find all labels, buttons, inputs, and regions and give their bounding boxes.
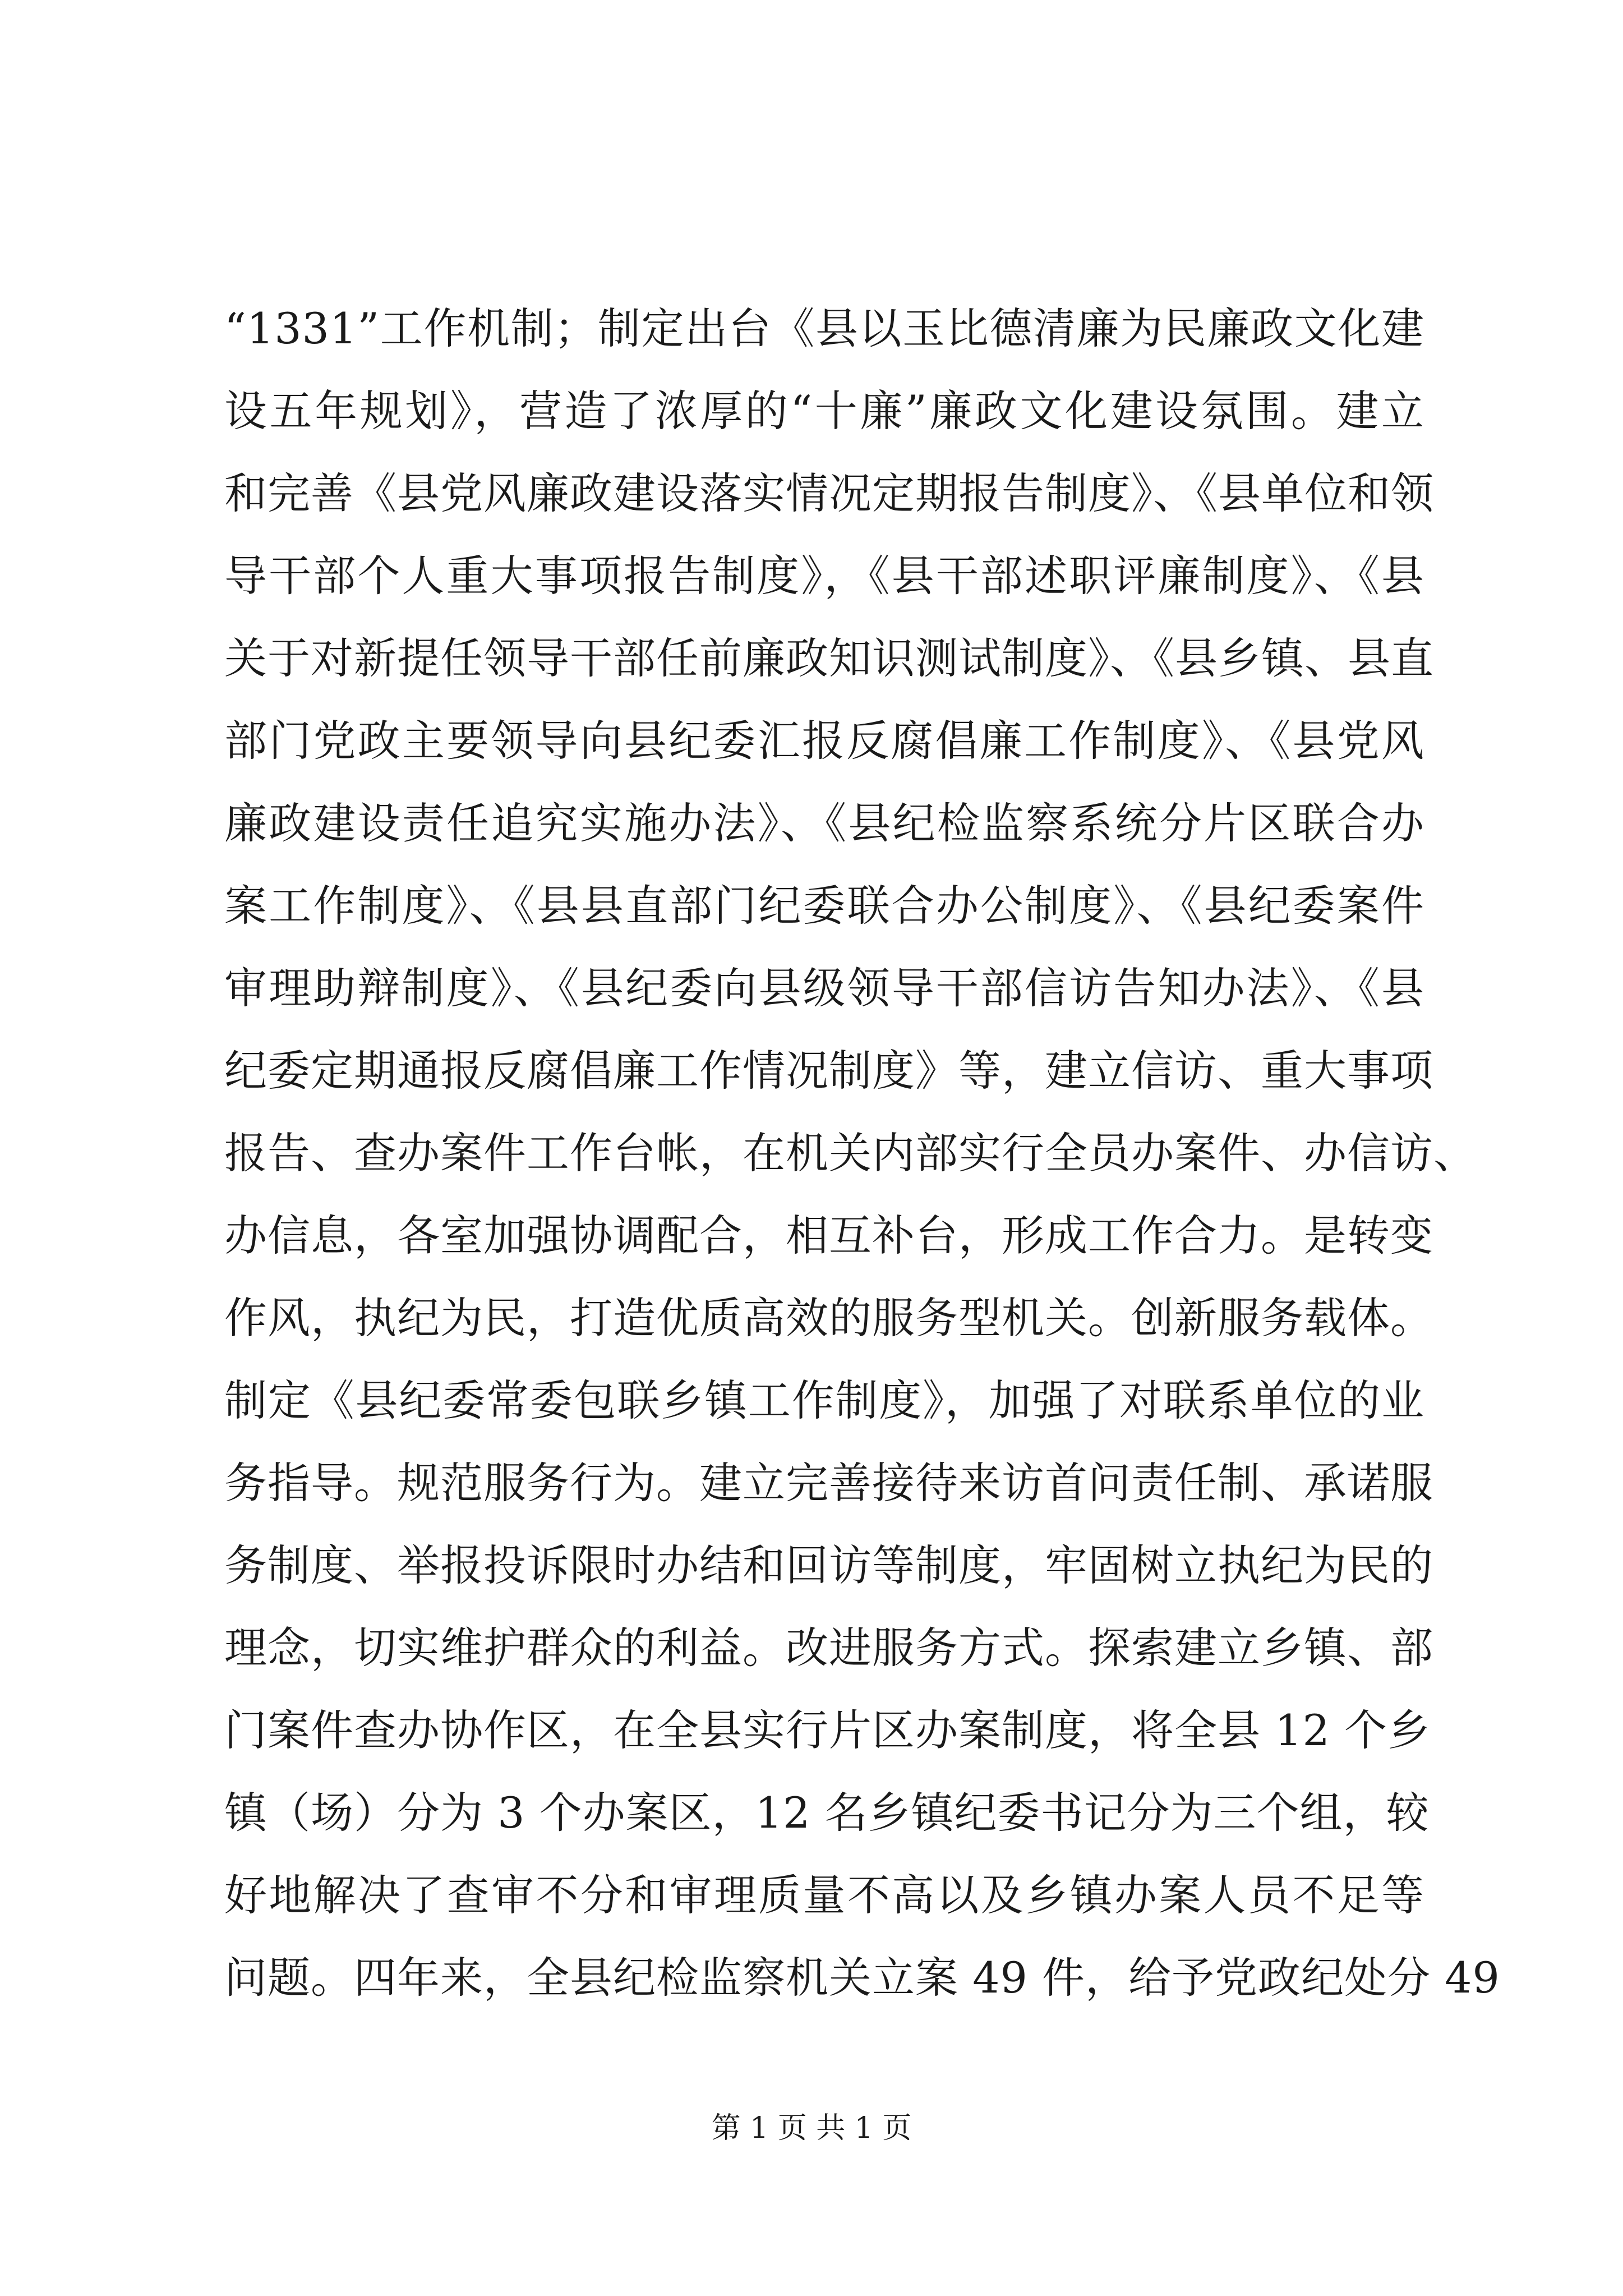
text-line: 纪委定期通报反腐倡廉工作情况制度》等，建立信访、重大事项 xyxy=(224,1046,1433,1096)
text-line: 制定《县纪委常委包联乡镇工作制度》，加强了对联系单位的业 xyxy=(224,1375,1424,1425)
text-line: 办信息，各室加强协调配合，相互补台，形成工作合力。是转变 xyxy=(224,1211,1433,1260)
text-line: “1331”工作机制；制定出台《县以玉比德清廉为民廉政文化建 xyxy=(224,303,1424,353)
text-line: 报告、查办案件工作台帐，在机关内部实行全员办案件、办信访、 xyxy=(224,1128,1477,1178)
page-footer xyxy=(0,2110,1623,2146)
text-line: 作风，执纪为民，打造优质高效的服务型机关。创新服务载体。 xyxy=(224,1293,1433,1343)
text-line: 门案件查办协作区，在全县实行片区办案制度，将全县 12 个乡 xyxy=(224,1705,1431,1755)
body-text xyxy=(224,287,1500,2019)
text-line: 部门党政主要领导向县纪委汇报反腐倡廉工作制度》、《县党风 xyxy=(224,716,1424,766)
text-line: 问题。四年来，全县纪检监察机关立案 49 件，给予党政纪处分 49 xyxy=(224,1953,1500,2003)
page-number: 第 1 页 共 1 页 xyxy=(711,2111,912,2145)
text-line: 案工作制度》、《县县直部门纪委联合办公制度》、《县纪委案件 xyxy=(224,881,1424,931)
text-line: 镇（场）分为 3 个办案区，12 名乡镇纪委书记分为三个组，较 xyxy=(224,1788,1430,1838)
text-line: 廉政建设责任追究实施办法》、《县纪检监察系统分片区联合办 xyxy=(224,798,1424,848)
text-line: 好地解决了查审不分和审理质量不高以及乡镇办案人员不足等 xyxy=(224,1870,1424,1920)
text-line: 务指导。规范服务行为。建立完善接待来访首问责任制、承诺服 xyxy=(224,1458,1433,1508)
text-line: 审理助辩制度》、《县纪委向县级领导干部信访告知办法》、《县 xyxy=(224,963,1424,1013)
text-line: 关于对新提任领导干部任前廉政知识测试制度》、《县乡镇、县直 xyxy=(224,633,1434,683)
text-line: 设五年规划》，营造了浓厚的“十廉”廉政文化建设氛围。建立 xyxy=(224,386,1424,436)
text-line: 导干部个人重大事项报告制度》，《县干部述职评廉制度》、《县 xyxy=(224,551,1424,601)
text-line: 和完善《县党风廉政建设落实情况定期报告制度》、《县单位和领 xyxy=(224,468,1434,518)
text-line: 务制度、举报投诉限时办结和回访等制度，牢固树立执纪为民的 xyxy=(224,1540,1433,1590)
text-line: 理念，切实维护群众的利益。改进服务方式。探索建立乡镇、部 xyxy=(224,1623,1433,1673)
